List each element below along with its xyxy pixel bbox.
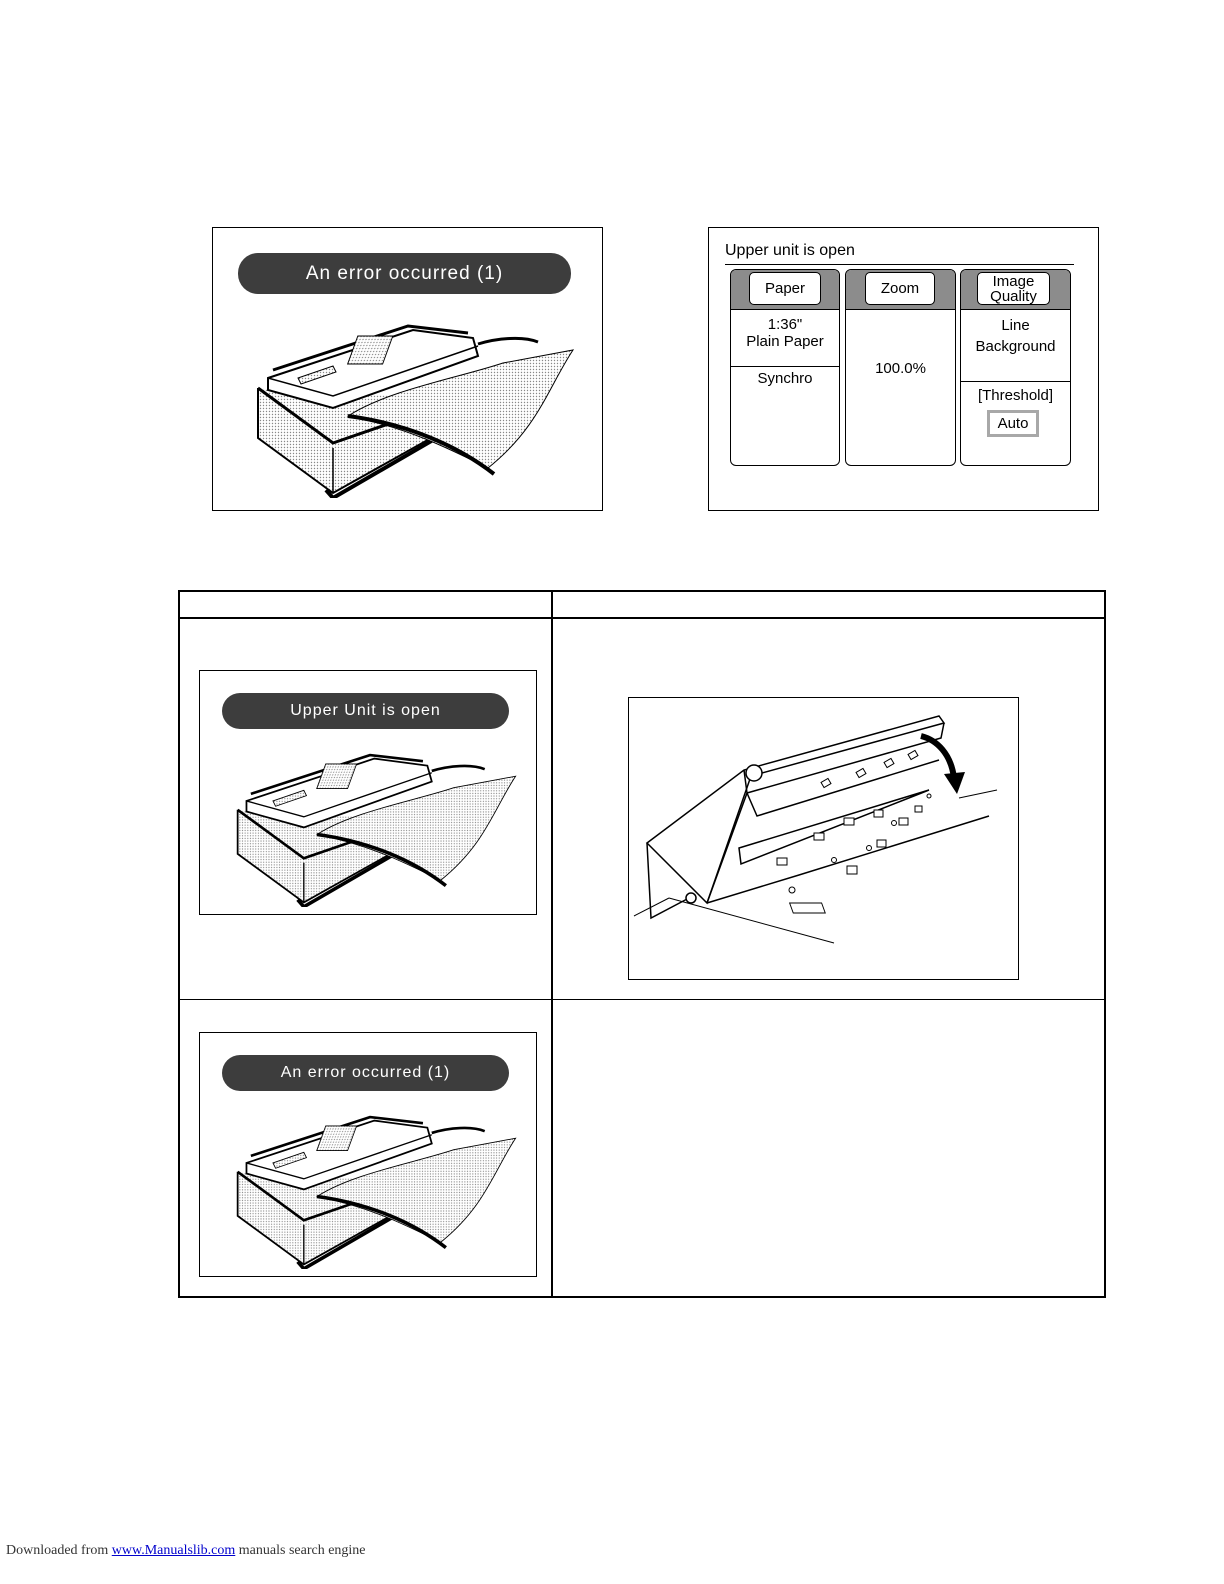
paper-mode: Synchro [757, 370, 813, 387]
error-message-banner: An error occurred (1) [238, 253, 571, 294]
footer-suffix: manuals search engine [235, 1543, 366, 1558]
manualslib-link[interactable]: www.Manualslib.com [111, 1543, 236, 1558]
quality-background: Background [975, 338, 1056, 355]
column-header [846, 270, 955, 310]
image-quality-button[interactable]: Image Quality [977, 272, 1050, 305]
quality-line: Line [1001, 317, 1030, 334]
column-header [961, 270, 1070, 310]
divider [961, 381, 1070, 382]
table-divider-vertical [551, 592, 553, 1296]
footer [6, 1543, 366, 1559]
upper-unit-illustration [629, 698, 1018, 979]
auto-button-label: Auto [990, 413, 1036, 434]
error-screen-figure-small [199, 1032, 537, 1277]
status-title: Upper unit is open [725, 242, 855, 259]
footer-prefix: Downloaded from [6, 1543, 112, 1558]
table-row-rule [180, 999, 1104, 1000]
copier-illustration [220, 739, 520, 907]
paper-ratio: 1:36" [767, 316, 803, 333]
paper-type: Plain Paper [746, 333, 824, 350]
copier-illustration [220, 1101, 520, 1269]
divider [725, 264, 1074, 265]
table-header-rule [180, 617, 1104, 619]
upper-unit-drawing-figure [628, 697, 1019, 980]
zoom-column [845, 269, 956, 466]
paper-column [730, 269, 840, 466]
copier-illustration [233, 308, 583, 498]
upper-unit-message-banner: Upper Unit is open [222, 693, 509, 729]
threshold-label: [Threshold] [977, 387, 1054, 404]
status-screen-figure [708, 227, 1099, 511]
divider [731, 366, 839, 367]
error-screen-figure [212, 227, 603, 511]
procedure-table [178, 590, 1106, 1298]
paper-button[interactable]: Paper [749, 272, 821, 305]
zoom-value: 100.0% [875, 360, 926, 377]
error-message-banner: An error occurred (1) [222, 1055, 509, 1091]
image-quality-column [960, 269, 1071, 466]
zoom-button[interactable]: Zoom [865, 272, 935, 305]
column-header [731, 270, 839, 310]
auto-button[interactable] [987, 410, 1039, 437]
upper-unit-screen-figure [199, 670, 537, 915]
